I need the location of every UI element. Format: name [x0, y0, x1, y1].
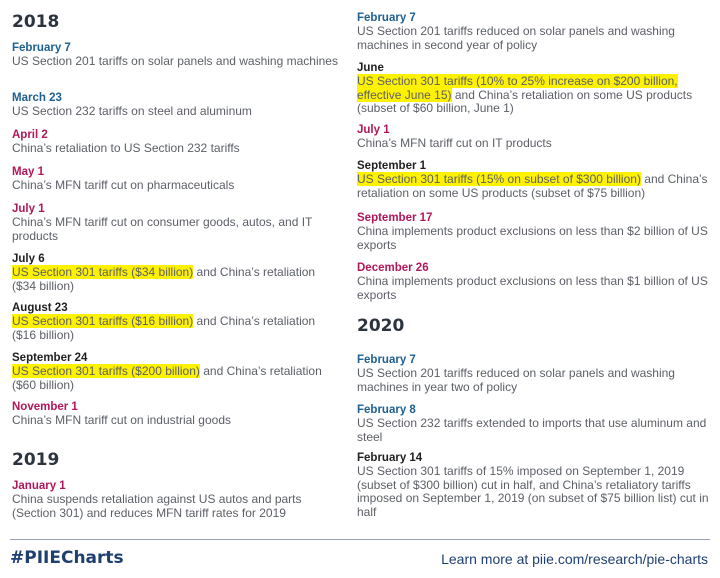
- entry-date: November 1: [12, 401, 78, 413]
- entry-description: US Section 301 tariffs (10% to 25% increase on $200 billion, effective June 15) and China’s retaliation on some US products (subset of $60 billion, June 1): [357, 74, 693, 115]
- entry-description: US Section 301 tariffs ($16 billion) and China’s retaliation ($16 billion): [12, 314, 316, 342]
- entry-date: July 6: [12, 253, 45, 265]
- highlighted-text: US Section 301 tariffs (10% to 25% increase on $200 billion, effective June 15): [357, 74, 678, 102]
- entry-date: July 1: [12, 203, 45, 215]
- entry-description: US Section 201 tariffs on solar panels and washing machines: [12, 54, 338, 68]
- entry-date: August 23: [12, 302, 68, 314]
- timeline-entry: [12, 253, 342, 293]
- highlighted-text: US Section 301 tariffs ($16 billion): [12, 314, 194, 328]
- timeline-entry: [357, 404, 712, 444]
- entry-date: July 1: [357, 124, 390, 136]
- entry-date: February 7: [357, 354, 416, 366]
- entry-description: US Section 301 tariffs of 15% imposed on September 1, 2019 (subset of $300 billion) cut in half, and China’s retaliatory tariffs imposed on September 1, 2019 (on subset of $75 billion list) cut in half: [357, 464, 709, 519]
- entry-date: February 7: [357, 12, 416, 24]
- timeline-entry: [12, 92, 342, 119]
- timeline-entry: [357, 12, 712, 52]
- entry-date: February 8: [357, 404, 416, 416]
- timeline-entry: [357, 62, 712, 116]
- entry-date: June: [357, 62, 384, 74]
- entry-date: May 1: [12, 166, 44, 178]
- timeline-entry: [357, 160, 712, 200]
- entry-description: China’s MFN tariff cut on consumer goods, autos, and IT products: [12, 215, 313, 243]
- year-heading-2019: 2019: [12, 450, 60, 470]
- entry-description: China’s MFN tariff cut on IT products: [357, 136, 552, 150]
- entry-description: China’s MFN tariff cut on pharmaceuticals: [12, 178, 235, 192]
- entry-description: China’s retaliation to US Section 232 tariffs: [12, 141, 240, 155]
- timeline-entry: [357, 452, 712, 519]
- entry-description: US Section 201 tariffs reduced on solar panels and washing machines in year two of policy: [357, 366, 675, 394]
- highlighted-text: US Section 301 tariffs ($34 billion): [12, 265, 194, 279]
- timeline-entry: [357, 124, 712, 151]
- timeline-entry: [12, 203, 342, 243]
- entry-description: US Section 301 tariffs (15% on subset of $300 billion) and China’s retaliation on some US products (subset of $75 billion): [357, 172, 708, 200]
- year-heading-2020: 2020: [357, 316, 405, 336]
- timeline-entry: [357, 262, 712, 302]
- entry-description: US Section 301 tariffs ($34 billion) and China’s retaliation ($34 billion): [12, 265, 316, 293]
- entry-description: China implements product exclusions on less than $1 billion of US exports: [357, 274, 708, 302]
- entry-date: April 2: [12, 129, 48, 141]
- entry-date: February 14: [357, 452, 423, 464]
- entry-description: US Section 232 tariffs on steel and aluminum: [12, 104, 252, 118]
- timeline-entry: [12, 480, 342, 520]
- timeline-entry: [12, 352, 342, 392]
- entry-description: China suspends retaliation against US autos and parts (Section 301) and reduces MFN tariff rates for 2019: [12, 492, 302, 520]
- highlighted-text: US Section 301 tariffs ($200 billion): [12, 364, 200, 378]
- entry-date: September 1: [357, 160, 427, 172]
- timeline-entry: [12, 401, 342, 428]
- timeline-entry: [357, 354, 712, 394]
- timeline-entry: [12, 42, 342, 69]
- timeline-entry: [12, 129, 342, 156]
- timeline-entry: [12, 302, 342, 342]
- entry-description: US Section 232 tariffs extended to imports that use aluminum and steel: [357, 416, 707, 444]
- timeline-entry: [12, 166, 342, 193]
- entry-date: February 7: [12, 42, 71, 54]
- footer-divider: [10, 539, 710, 540]
- timeline-entry: [357, 212, 712, 252]
- year-heading-2018: 2018: [12, 12, 60, 32]
- entry-date: March 23: [12, 92, 62, 104]
- entry-description: US Section 201 tariffs reduced on solar panels and washing machines in second year of policy: [357, 24, 675, 52]
- learn-more-link[interactable]: Learn more at piie.com/research/pie-charts: [441, 551, 708, 567]
- entry-description: US Section 301 tariffs ($200 billion) and China’s retaliation ($60 billion): [12, 364, 322, 392]
- entry-date: December 26: [357, 262, 429, 274]
- entry-date: January 1: [12, 480, 66, 492]
- brand-hashtag: #PIIECharts: [10, 548, 124, 568]
- entry-date: September 24: [12, 352, 88, 364]
- entry-description: China implements product exclusions on less than $2 billion of US exports: [357, 224, 708, 252]
- entry-date: September 17: [357, 212, 433, 224]
- entry-description: China’s MFN tariff cut on industrial goods: [12, 413, 231, 427]
- highlighted-text: US Section 301 tariffs (15% on subset of $300 billion): [357, 172, 641, 186]
